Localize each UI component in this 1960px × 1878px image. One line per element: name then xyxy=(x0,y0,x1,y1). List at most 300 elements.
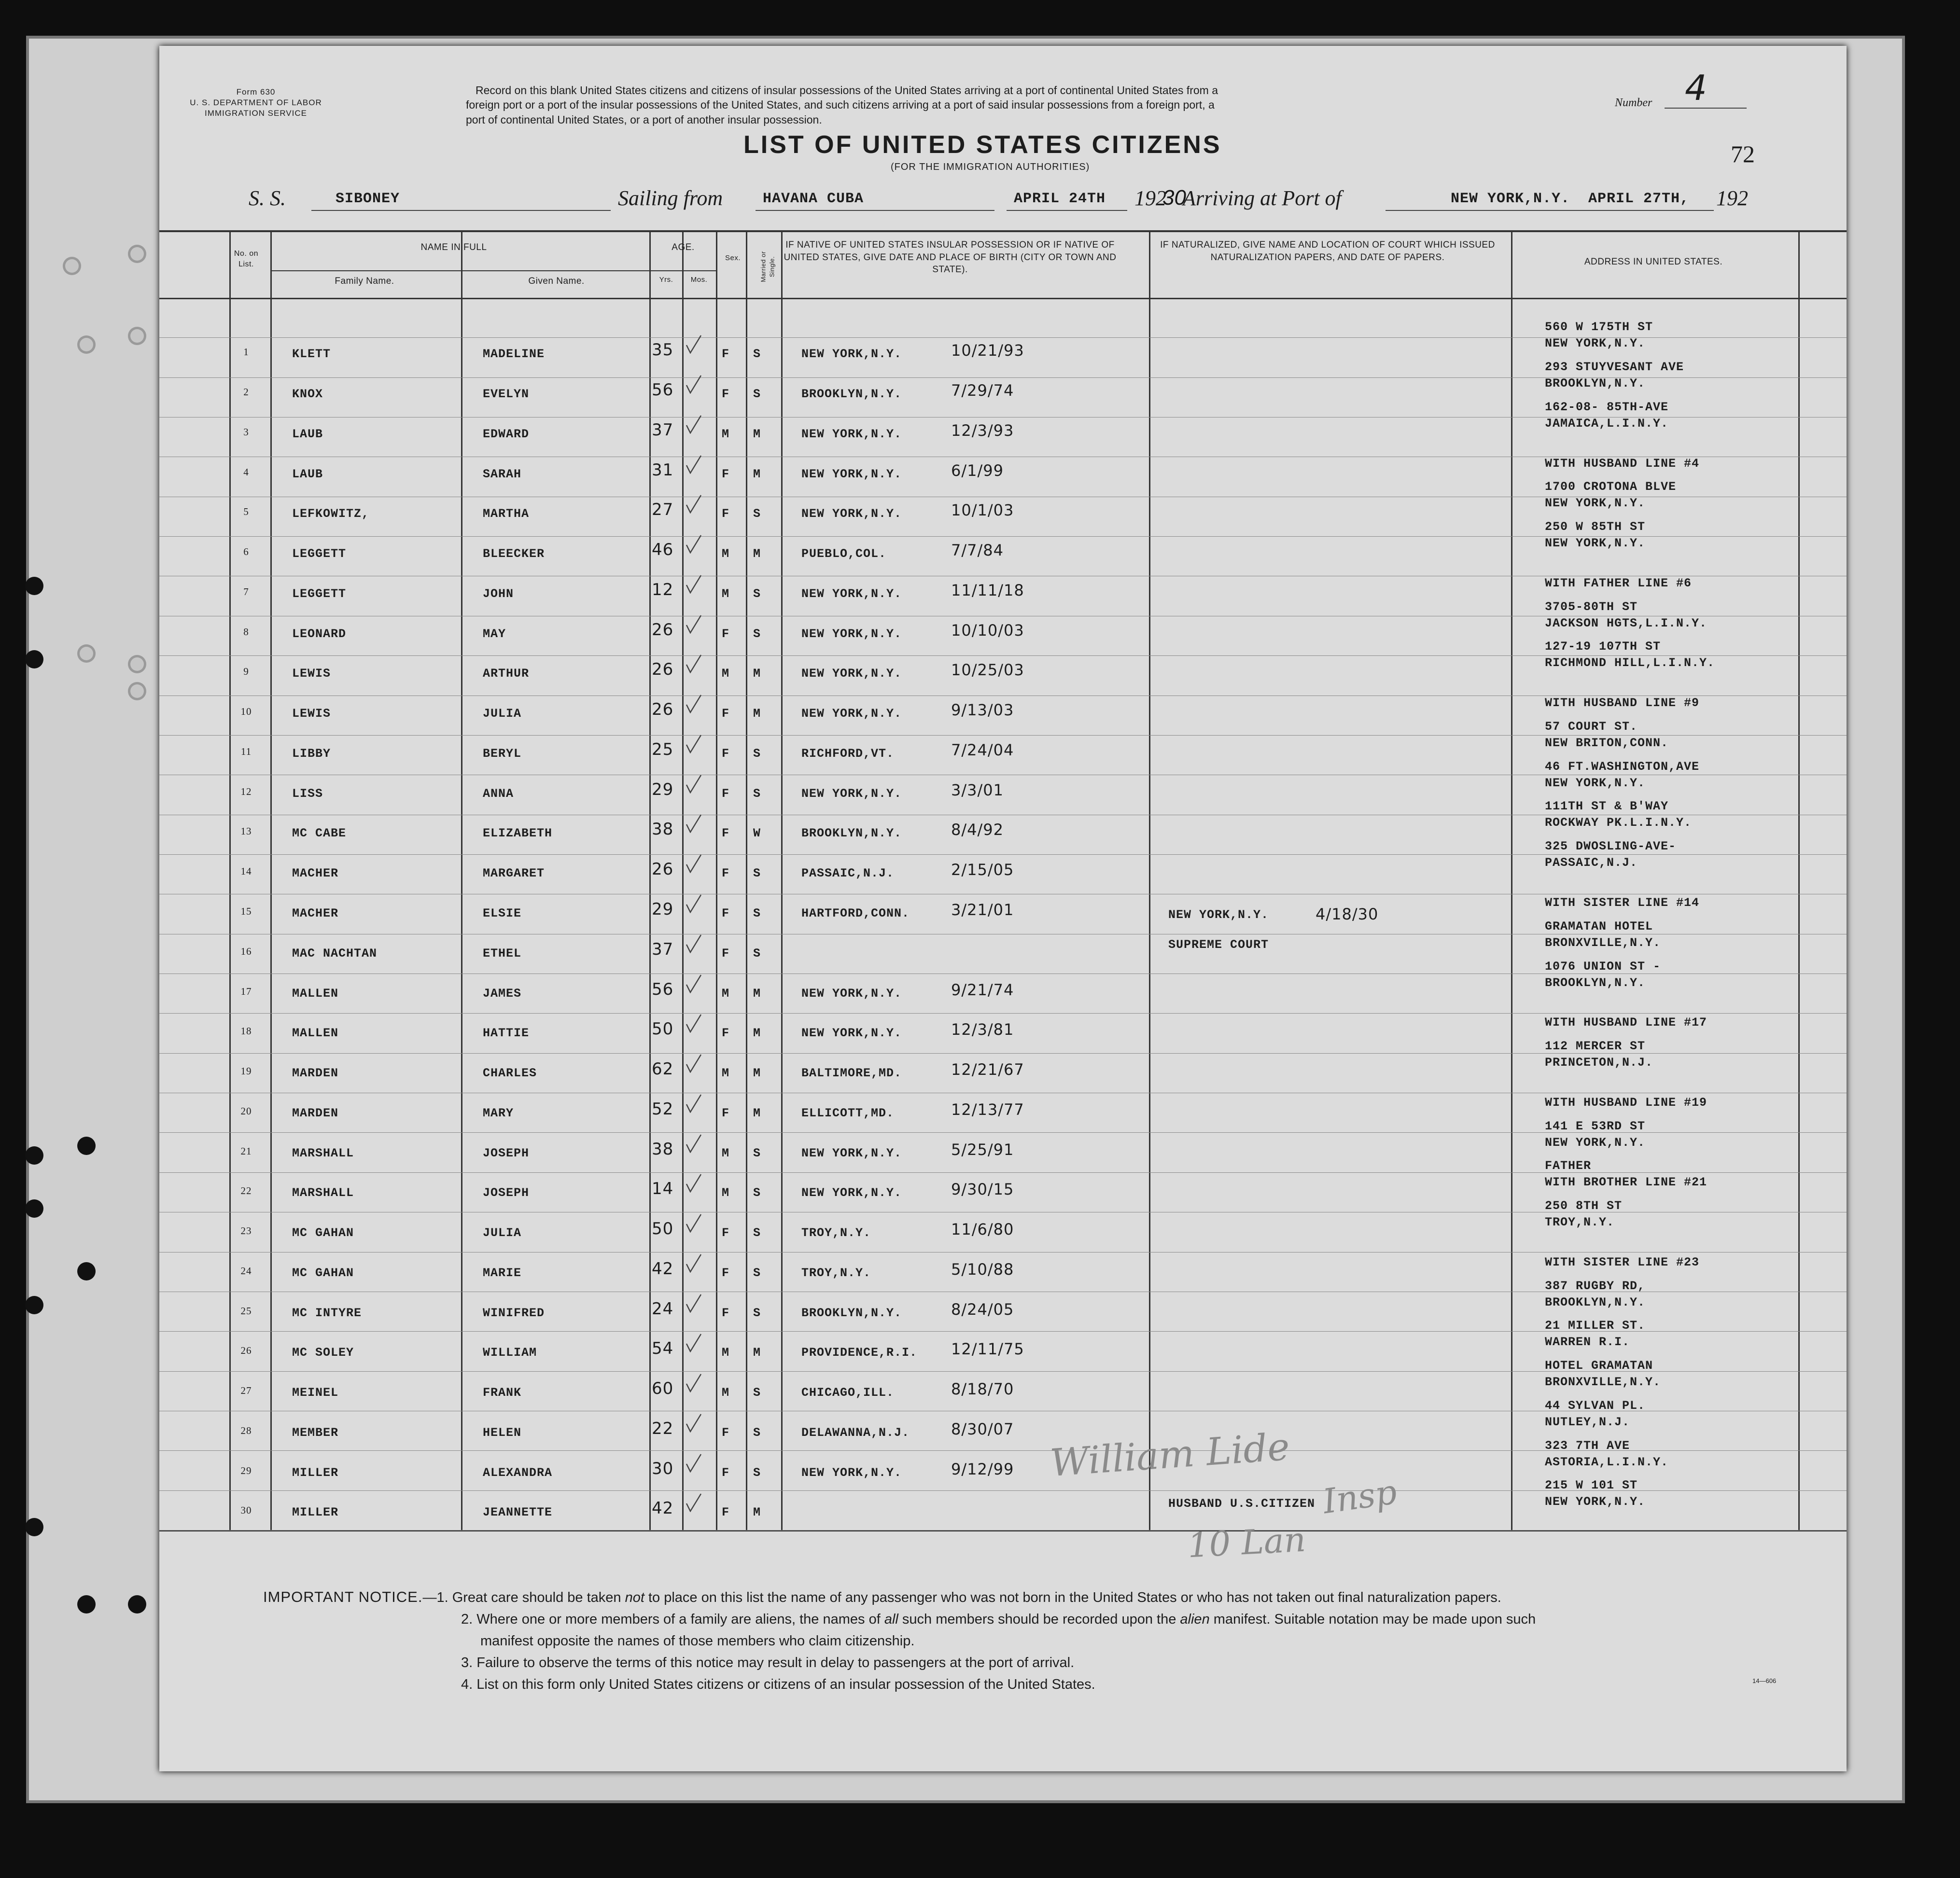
inspector-initials: Insp xyxy=(1320,1472,1400,1522)
given-name: BERYL xyxy=(483,746,522,761)
col-header-family: Family Name. xyxy=(335,276,394,286)
birth-date: 5/10/88 xyxy=(951,1260,1014,1279)
number-label: Number xyxy=(1615,97,1652,109)
age-years: 56 xyxy=(652,380,674,400)
notice-item-4: 4. List on this form only United States citizens or citizens of an insular possession of the United States. xyxy=(461,1676,1095,1692)
birth-date: 11/6/80 xyxy=(951,1220,1014,1239)
address-line-2: WITH SISTER LINE #14 xyxy=(1545,895,1700,910)
column-rule xyxy=(746,230,747,1530)
punch-hole-open xyxy=(128,682,146,700)
age-years: 24 xyxy=(652,1299,674,1319)
family-name: MILLER xyxy=(292,1465,339,1480)
page-title: LIST OF UNITED STATES CITIZENS xyxy=(743,131,1222,159)
landing-count: 10 Lan xyxy=(1187,1519,1307,1566)
given-name: JOSEPH xyxy=(483,1146,530,1160)
age-years: 52 xyxy=(652,1099,674,1119)
birth-place: BALTIMORE,MD. xyxy=(801,1066,902,1081)
column-rule xyxy=(1511,230,1512,1530)
sex: F xyxy=(722,507,730,521)
given-name: ANNA xyxy=(483,786,514,801)
sailing-from: HAVANA CUBA xyxy=(763,191,864,207)
address-line-1: 250 W 85TH ST xyxy=(1545,520,1646,534)
record-line-3: port of continental United States, or a port of another insular possession. xyxy=(466,113,822,126)
row-number: 7 xyxy=(243,585,249,598)
address-line-1: 560 W 175TH ST xyxy=(1545,320,1653,334)
row-number: 24 xyxy=(240,1265,252,1277)
sex: F xyxy=(722,1465,730,1480)
given-name: MARTHA xyxy=(483,507,530,521)
birth-place: NEW YORK,N.Y. xyxy=(801,667,902,681)
row-number: 22 xyxy=(240,1185,252,1197)
birth-place: NEW YORK,N.Y. xyxy=(801,507,902,521)
row-number: 14 xyxy=(240,865,252,877)
marital-status: S xyxy=(753,507,761,521)
sex: M xyxy=(722,1386,730,1400)
row-number: 18 xyxy=(240,1025,252,1037)
col-header-given: Given Name. xyxy=(528,276,585,286)
family-name: LEONARD xyxy=(292,626,347,641)
sex: F xyxy=(722,1026,730,1041)
col-header-no: No. on List. xyxy=(234,250,259,268)
sailing-date: APRIL 24TH xyxy=(1014,191,1106,207)
sex: F xyxy=(722,626,730,641)
sex: F xyxy=(722,467,730,481)
check-mark-icon xyxy=(686,1094,702,1113)
check-mark-icon xyxy=(686,694,702,713)
naturalization: HUSBAND U.S.CITIZEN xyxy=(1168,1497,1316,1511)
ship-name: SIBONEY xyxy=(336,191,400,207)
nat-court-line2: NEW YORK,N.Y. xyxy=(1168,908,1269,922)
important-notice xyxy=(263,1586,1808,1696)
check-mark-icon xyxy=(686,574,702,594)
marital-status: S xyxy=(753,1186,761,1200)
column-rule xyxy=(649,230,651,1530)
address-line-1: 387 RUGBY RD, xyxy=(1545,1279,1646,1293)
check-mark-icon xyxy=(686,1294,702,1313)
family-name: MILLER xyxy=(292,1505,339,1520)
notice-item-1 xyxy=(263,1586,1808,1609)
sex: M xyxy=(722,427,730,441)
check-mark-icon xyxy=(686,974,702,993)
birth-place: NEW YORK,N.Y. xyxy=(801,347,902,362)
birth-place: RICHFORD,VT. xyxy=(801,746,895,761)
column-rule xyxy=(461,230,462,1530)
punch-hole-filled xyxy=(25,577,43,595)
arriving-label: Arriving at Port of xyxy=(1183,186,1342,210)
marital-status: M xyxy=(753,986,761,1001)
notice-heading: IMPORTANT NOTICE. xyxy=(263,1588,423,1605)
given-name: JULIA xyxy=(483,707,522,721)
given-name: ALEXANDRA xyxy=(483,1465,553,1480)
check-mark-icon xyxy=(686,455,702,474)
address-line-1: 323 7TH AVE xyxy=(1545,1438,1630,1453)
row-number: 16 xyxy=(240,945,252,957)
age-years: 42 xyxy=(652,1499,674,1518)
check-mark-icon xyxy=(686,334,702,354)
address-line-2: TROY,N.Y. xyxy=(1545,1215,1615,1230)
marital-status: S xyxy=(753,786,761,801)
address-line-1: FATHER xyxy=(1545,1159,1592,1173)
birth-place: NEW YORK,N.Y. xyxy=(801,986,902,1001)
sex: F xyxy=(722,387,730,401)
marital-status: S xyxy=(753,1266,761,1280)
address-line-2: WITH HUSBAND LINE #4 xyxy=(1545,456,1700,471)
notice-item-3: 3. Failure to observe the terms of this notice may result in delay to passengers at the port of arrival. xyxy=(461,1655,1075,1670)
family-name: MC GAHAN xyxy=(292,1266,354,1280)
family-name: MACHER xyxy=(292,906,339,920)
birth-date: 8/24/05 xyxy=(951,1300,1014,1319)
age-years: 30 xyxy=(652,1459,674,1478)
notice-emphasis: all xyxy=(884,1612,898,1628)
check-mark-icon xyxy=(686,1493,702,1512)
col-header-age: AGE. xyxy=(672,242,695,252)
age-years: 42 xyxy=(652,1259,674,1279)
check-mark-icon xyxy=(686,1253,702,1273)
row-number: 20 xyxy=(240,1105,252,1117)
given-name: ETHEL xyxy=(483,946,522,960)
address-line-1: HOTEL GRAMATAN xyxy=(1545,1359,1653,1373)
birth-date: 10/25/03 xyxy=(951,661,1024,680)
marital-status: M xyxy=(753,707,761,721)
marital-status: S xyxy=(753,906,761,920)
birth-place: NEW YORK,N.Y. xyxy=(801,1186,902,1200)
address-line-2: BROOKLYN,N.Y. xyxy=(1545,376,1646,390)
birth-place: NEW YORK,N.Y. xyxy=(801,1026,902,1041)
birth-date: 7/29/74 xyxy=(951,381,1014,400)
marital-status: S xyxy=(753,586,761,601)
check-mark-icon xyxy=(686,1373,702,1392)
notice-item-2 xyxy=(263,1609,1808,1630)
punch-hole-open xyxy=(63,257,81,275)
family-name: MC SOLEY xyxy=(292,1346,354,1360)
sex: F xyxy=(722,906,730,920)
given-name: MARIE xyxy=(483,1266,522,1280)
family-name: MEMBER xyxy=(292,1425,339,1440)
punch-hole-filled xyxy=(25,1199,43,1218)
age-years: 54 xyxy=(652,1339,674,1359)
punch-hole-open xyxy=(128,327,146,345)
col-header-sex: Sex. xyxy=(725,254,741,262)
given-name: JULIA xyxy=(483,1226,522,1240)
ss-label: S. S. xyxy=(249,186,286,210)
birth-place: CHICAGO,ILL. xyxy=(801,1386,895,1400)
address-line-2: BROOKLYN,N.Y. xyxy=(1545,975,1646,990)
marital-status: M xyxy=(753,1066,761,1081)
family-name: LEGGETT xyxy=(292,586,347,601)
birth-date: 12/3/81 xyxy=(951,1020,1014,1039)
address-line-2: NEW YORK,N.Y. xyxy=(1545,1495,1646,1509)
age-years: 26 xyxy=(652,660,674,680)
marital-status: S xyxy=(753,1226,761,1240)
family-name: LEWIS xyxy=(292,707,331,721)
age-years: 60 xyxy=(652,1379,674,1399)
check-mark-icon xyxy=(686,814,702,833)
sex: F xyxy=(722,866,730,881)
notice-emphasis: alien xyxy=(1180,1612,1210,1628)
birth-date: 8/30/07 xyxy=(951,1419,1014,1438)
birth-place: PROVIDENCE,R.I. xyxy=(801,1346,918,1360)
address-line-2: NUTLEY,N.J. xyxy=(1545,1415,1630,1429)
family-name: KNOX xyxy=(292,387,323,401)
inspector-signature: William Lide xyxy=(1049,1425,1291,1486)
address-line-1: 127-19 107TH ST xyxy=(1545,640,1661,654)
row-number: 25 xyxy=(240,1305,252,1317)
given-name: MARGARET xyxy=(483,866,545,881)
punch-hole-filled xyxy=(25,1296,43,1314)
marital-status: M xyxy=(753,667,761,681)
given-name: CHARLES xyxy=(483,1066,537,1081)
age-years: 26 xyxy=(652,700,674,720)
given-name: EDWARD xyxy=(483,427,530,441)
address-line-2: WARREN R.I. xyxy=(1545,1335,1630,1349)
column-rule xyxy=(270,230,272,1530)
age-years: 46 xyxy=(652,540,674,560)
family-name: MAC NACHTAN xyxy=(292,946,378,960)
given-name: ELIZABETH xyxy=(483,826,553,841)
birth-place: TROY,N.Y. xyxy=(801,1226,871,1240)
birth-date: 8/4/92 xyxy=(951,821,1004,839)
notice-item-2-cont: manifest opposite the names of those members who claim citizenship. xyxy=(480,1633,915,1649)
given-name: ELSIE xyxy=(483,906,522,920)
family-name: KLETT xyxy=(292,347,331,362)
birth-date: 7/24/04 xyxy=(951,740,1014,759)
sex: M xyxy=(722,1066,730,1081)
naturalization: SUPREME COURT xyxy=(1168,937,1269,952)
birth-date: 6/1/99 xyxy=(951,461,1004,480)
age-years: 25 xyxy=(652,739,674,759)
marital-status: S xyxy=(753,347,761,362)
birth-place: NEW YORK,N.Y. xyxy=(801,467,902,481)
age-years: 26 xyxy=(652,860,674,879)
marital-status: S xyxy=(753,1425,761,1440)
birth-date: 11/11/18 xyxy=(951,581,1024,599)
family-name: MALLEN xyxy=(292,986,339,1001)
address-line-2: NEW YORK,N.Y. xyxy=(1545,536,1646,551)
row-number: 21 xyxy=(240,1145,252,1157)
address-line-1: 44 SYLVAN PL. xyxy=(1545,1398,1646,1413)
check-mark-icon xyxy=(686,1134,702,1153)
record-line-2: foreign port or a port of the insular possessions of the United States, and such citizens arriving at a port of said insular possessions from a foreign port, a xyxy=(466,98,1215,111)
address-line-1: 3705-80TH ST xyxy=(1545,599,1638,614)
check-mark-icon xyxy=(686,734,702,753)
row-number: 30 xyxy=(240,1504,252,1516)
address-line-2: PASSAIC,N.J. xyxy=(1545,856,1638,870)
row-rule xyxy=(159,1013,1847,1014)
col-header-married: Married or Single. xyxy=(759,251,775,282)
row-number: 2 xyxy=(243,386,249,398)
form-number: Form 630 xyxy=(236,87,276,97)
birth-date: 12/13/77 xyxy=(951,1100,1024,1119)
row-number: 5 xyxy=(243,506,249,518)
row-number: 8 xyxy=(243,626,249,638)
marital-status: S xyxy=(753,866,761,881)
sex: M xyxy=(722,986,730,1001)
marital-status: M xyxy=(753,1106,761,1120)
check-mark-icon xyxy=(686,774,702,793)
table-top-rule xyxy=(159,230,1847,232)
sex: M xyxy=(722,547,730,561)
row-number: 26 xyxy=(240,1345,252,1357)
sex: F xyxy=(722,1266,730,1280)
birth-date: 12/11/75 xyxy=(951,1340,1024,1359)
given-name: MADELINE xyxy=(483,347,545,362)
notice-text: such members should be recorded upon the xyxy=(898,1612,1180,1628)
birth-date: 9/30/15 xyxy=(951,1180,1014,1199)
birth-place: NEW YORK,N.Y. xyxy=(801,427,902,441)
birth-date: 10/21/93 xyxy=(951,341,1024,360)
address-line-2: WITH HUSBAND LINE #9 xyxy=(1545,696,1700,710)
notice-text: —1. Great care should be taken xyxy=(422,1590,625,1605)
address-line-2: BROOKLYN,N.Y. xyxy=(1545,1295,1646,1309)
family-name: MALLEN xyxy=(292,1026,339,1041)
arrival-date: APRIL 27TH, xyxy=(1588,191,1690,207)
birth-date: 12/21/67 xyxy=(951,1060,1024,1079)
row-number: 19 xyxy=(240,1065,252,1077)
sex: M xyxy=(722,667,730,681)
family-name: LEFKOWITZ, xyxy=(292,507,370,521)
check-mark-icon xyxy=(686,494,702,514)
age-years: 12 xyxy=(652,580,674,599)
col-header-birth: IF NATIVE OF UNITED STATES INSULAR POSSESSION OR IF NATIVE OF UNITED STATES, GIVE DATE AND PLACE OF BIRTH (CITY OR TOWN AND STATE). xyxy=(784,240,1117,275)
address-line-1: 293 STUYVESANT AVE xyxy=(1545,360,1684,374)
birth-place: NEW YORK,N.Y. xyxy=(801,1146,902,1160)
given-name: MARY xyxy=(483,1106,514,1120)
family-name: LIBBY xyxy=(292,746,331,761)
birth-place: PUEBLO,COL. xyxy=(801,547,887,561)
row-number: 4 xyxy=(243,466,249,478)
row-number: 29 xyxy=(240,1464,252,1476)
given-name: JOSEPH xyxy=(483,1186,530,1200)
address-line-2: JACKSON HGTS,L.I.N.Y. xyxy=(1545,616,1708,630)
address-line-2: NEW BRITON,CONN. xyxy=(1545,736,1669,750)
marital-status: M xyxy=(753,1346,761,1360)
address-line-2: NEW YORK,N.Y. xyxy=(1545,776,1646,790)
notice-emphasis: not xyxy=(625,1590,644,1605)
check-mark-icon xyxy=(686,614,702,634)
col-header-name: NAME IN FULL xyxy=(420,242,487,252)
birth-place: BROOKLYN,N.Y. xyxy=(801,1306,902,1320)
page-subtitle: (FOR THE IMMIGRATION AUTHORITIES) xyxy=(891,162,1090,172)
age-years: 29 xyxy=(652,779,674,799)
age-years: 56 xyxy=(652,979,674,999)
age-years: 50 xyxy=(652,1219,674,1239)
age-years: 37 xyxy=(652,939,674,959)
address-line-1: 141 E 53RD ST xyxy=(1545,1119,1646,1133)
address-line-1: 250 8TH ST xyxy=(1545,1199,1623,1213)
given-name: HATTIE xyxy=(483,1026,530,1041)
given-name: HELEN xyxy=(483,1425,522,1440)
address-line-2: WITH SISTER LINE #23 xyxy=(1545,1255,1700,1269)
address-line-1: 46 FT.WASHINGTON,AVE xyxy=(1545,759,1700,774)
address-line-2: PRINCETON,N.J. xyxy=(1545,1056,1653,1070)
check-mark-icon xyxy=(686,894,702,913)
punch-hole-filled xyxy=(128,1595,146,1614)
sex: F xyxy=(722,1106,730,1120)
punch-hole-open xyxy=(77,644,96,663)
check-mark-icon xyxy=(686,934,702,953)
marital-status: M xyxy=(753,1026,761,1041)
birth-place: NEW YORK,N.Y. xyxy=(801,707,902,721)
address-line-2: WITH HUSBAND LINE #19 xyxy=(1545,1095,1708,1110)
marital-status: S xyxy=(753,946,761,960)
birth-place: BROOKLYN,N.Y. xyxy=(801,826,902,841)
sex: M xyxy=(722,1146,730,1160)
family-name: MEINEL xyxy=(292,1386,339,1400)
birth-place: DELAWANNA,N.J. xyxy=(801,1425,910,1440)
nat-date: 4/18/30 xyxy=(1316,905,1379,923)
address-line-1: 112 MERCER ST xyxy=(1545,1039,1646,1054)
birth-place: NEW YORK,N.Y. xyxy=(801,786,902,801)
punch-hole-filled xyxy=(77,1595,96,1614)
punch-hole-filled xyxy=(77,1137,96,1155)
punch-hole-filled xyxy=(25,1146,43,1165)
family-name: MARDEN xyxy=(292,1106,339,1120)
row-number: 27 xyxy=(240,1385,252,1397)
birth-date: 7/7/84 xyxy=(951,541,1004,560)
age-years: 31 xyxy=(652,460,674,480)
col-header-yrs: Yrs. xyxy=(659,276,673,284)
given-name: JAMES xyxy=(483,986,522,1001)
age-years: 26 xyxy=(652,620,674,640)
address-line-1: 1700 CROTONA BLVE xyxy=(1545,480,1677,494)
col-header-mos: Mos. xyxy=(690,276,708,284)
punch-hole-filled xyxy=(25,650,43,668)
family-name: LEGGETT xyxy=(292,547,347,561)
given-name: BLEECKER xyxy=(483,547,545,561)
family-name: LEWIS xyxy=(292,667,331,681)
family-name: MARDEN xyxy=(292,1066,339,1081)
sailing-label: Sailing from xyxy=(618,186,723,210)
row-rule xyxy=(159,735,1847,736)
row-rule xyxy=(159,854,1847,855)
marital-status: W xyxy=(753,826,761,841)
address-line-2: NEW YORK,N.Y. xyxy=(1545,1135,1646,1150)
address-line-2: BRONXVILLE,N.Y. xyxy=(1545,935,1661,950)
row-number: 13 xyxy=(240,825,252,837)
birth-date: 10/10/03 xyxy=(951,621,1024,640)
marital-status: S xyxy=(753,746,761,761)
family-name: MC GAHAN xyxy=(292,1226,354,1240)
col-header-address: ADDRESS IN UNITED STATES. xyxy=(1584,257,1723,267)
given-name: SARAH xyxy=(483,467,522,481)
address-line-2: WITH BROTHER LINE #21 xyxy=(1545,1175,1708,1190)
address-line-1: 215 W 101 ST xyxy=(1545,1478,1638,1493)
department-name: U. S. DEPARTMENT OF LABOR xyxy=(190,98,322,108)
column-rule xyxy=(1798,230,1800,1530)
sex: M xyxy=(722,586,730,601)
punch-hole-open xyxy=(77,335,96,354)
birth-date: 12/3/93 xyxy=(951,421,1014,440)
family-name: MACHER xyxy=(292,866,339,881)
birth-place: HARTFORD,CONN. xyxy=(801,906,910,920)
given-name: WILLIAM xyxy=(483,1346,537,1360)
marital-status: S xyxy=(753,1306,761,1320)
sex: F xyxy=(722,946,730,960)
check-mark-icon xyxy=(686,654,702,673)
family-name: MARSHALL xyxy=(292,1186,354,1200)
year2-prefix: 192 xyxy=(1716,186,1748,210)
address-line-1: 1076 UNION ST - xyxy=(1545,959,1661,974)
year-prefix: 192 xyxy=(1134,186,1166,210)
birth-date: 9/13/03 xyxy=(951,701,1014,720)
col-header-naturalized: IF NATURALIZED, GIVE NAME AND LOCATION OF COURT WHICH ISSUED NATURALIZATION PAPERS, AND DATE OF PAPERS. xyxy=(1160,240,1495,263)
address-line-2: RICHMOND HILL,L.I.N.Y. xyxy=(1545,656,1715,670)
marital-status: S xyxy=(753,1146,761,1160)
check-mark-icon xyxy=(686,1213,702,1233)
birth-place: PASSAIC,N.J. xyxy=(801,866,895,881)
age-years: 38 xyxy=(652,820,674,839)
address-line-2: JAMAICA,L.I.N.Y. xyxy=(1545,416,1669,431)
